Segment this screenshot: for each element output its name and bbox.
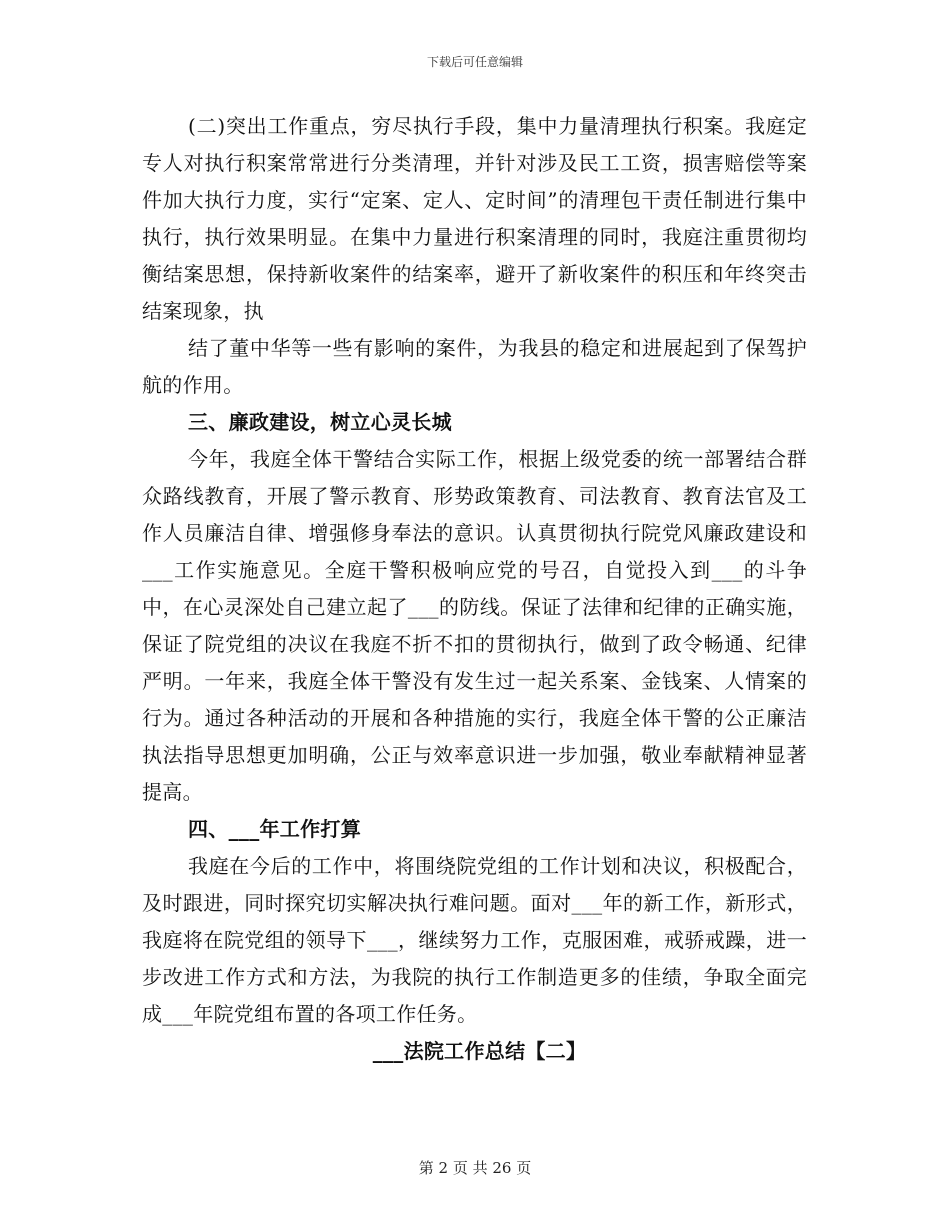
document-section-title: ___法院工作总结【二】 (372, 1039, 587, 1063)
paragraph-integrity: 今年，我庭全体干警结合实际工作，根据上级党委的统一部署结合群众路线教育，开展了警示教育、形势政策教育、司法教育、教育法官及工作人员廉洁自律、增强修身奉法的意识。认真贯彻执行院党风廉政建设和___工作实施意见。全庭干警积极响应党的号召，自觉投入到___的斗争中，在心灵深处自己建立起了___的防线。保证了法律和纪律的正确实施，保证了院党组的决议在我庭不折不扣的贯彻执行，做到了政令畅通、纪律严明。一年来，我庭全体干警没有发生过一起关系案、金钱案、人情案的行为。通过各种活动的开展和各种措施的实行，我庭全体干警的公正廉洁执法指导思想更加明确，公正与效率意识进一步加强，敬业奉献精神显著提高。 (142, 447, 807, 804)
paragraph-plan: 我庭在今后的工作中，将围绕院党组的工作计划和决议，积极配合，及时跟进，同时探究切实解决执行难问题。面对___年的新工作，新形式，我庭将在院党组的领导下___，继续努力工作，克服困难，戒骄戒躁，进一步改进工作方式和方法，为我院的执行工作制造更多的佳绩，争取全面完成___年院党组布置的各项工作任务。 (142, 854, 807, 1026)
header-note: 下载后可任意编辑 (426, 55, 523, 69)
paragraph-case-conclusion: 结了董中华等一些有影响的案件，为我县的稳定和进展起到了保驾护航的作用。 (142, 336, 807, 397)
section-heading-integrity: 三、廉政建设，树立心灵长城 (188, 410, 452, 434)
document-body (142, 108, 807, 1070)
section-heading-plan: 四、___年工作打算 (188, 817, 361, 841)
paragraph-execution-backlog: (二)突出工作重点，穷尽执行手段，集中力量清理执行积案。我庭定专人对执行积案常常进行分类清理，并针对涉及民工工资，损害赔偿等案件加大执行力度，实行“定案、定人、定时间”的清理包干责任制进行集中执行，执行效果明显。在集中力量进行积案清理的同时，我庭注重贯彻均衡结案思想，保持新收案件的结案率，避开了新收案件的积压和年终突击结案现象，执 (142, 114, 807, 323)
page-number: 第 2 页 共 26 页 (418, 1159, 532, 1177)
